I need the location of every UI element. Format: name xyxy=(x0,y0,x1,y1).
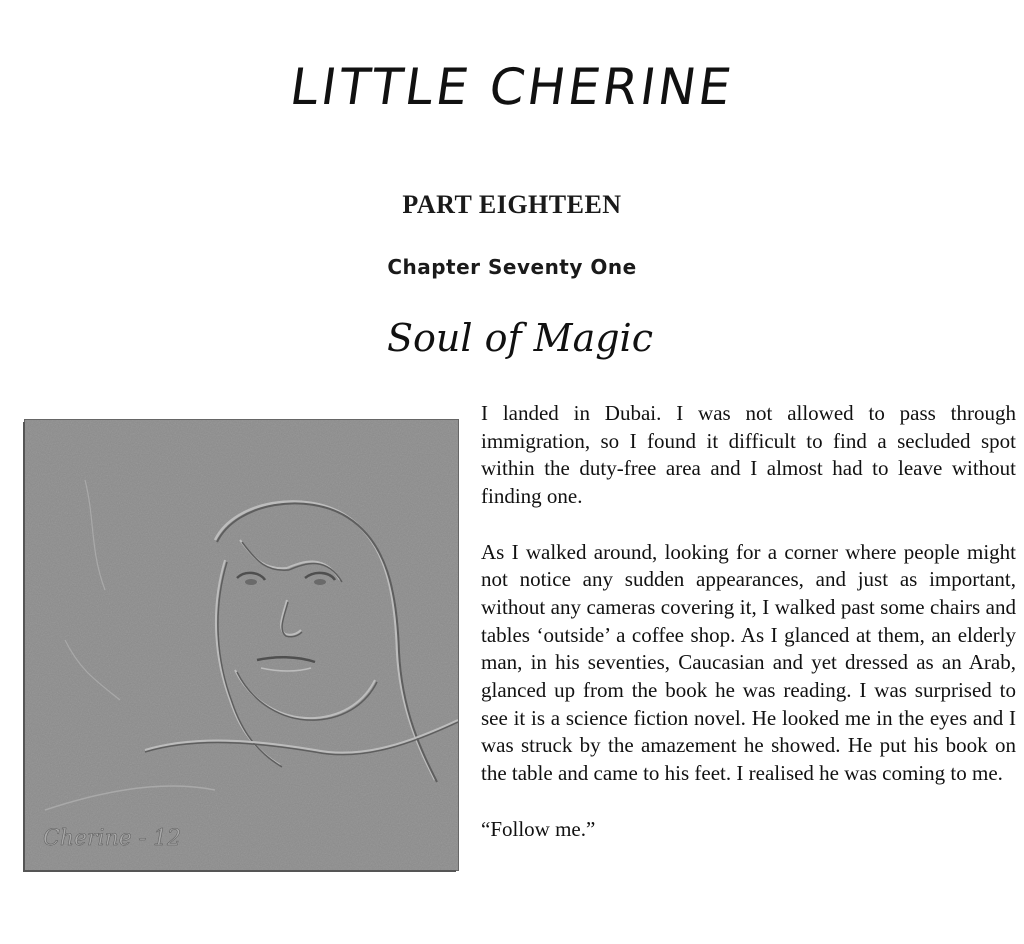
embossed-portrait-icon xyxy=(25,420,458,870)
part-heading: PART EIGHTEEN xyxy=(402,190,622,219)
chapter-title: Soul of Magic xyxy=(387,316,653,360)
chapter-heading: Chapter Seventy One xyxy=(387,255,637,279)
portrait-illustration xyxy=(25,420,458,870)
book-title: LITTLE CHERINE xyxy=(286,58,738,116)
body-text xyxy=(481,400,1016,871)
paragraph: “Follow me.” xyxy=(481,816,596,841)
paragraph: As I walked around, looking for a corner where people might not notice any sudden appearances, and just as important, without any cameras covering it, I walked past some chairs and tables ‘outside’ a coffee shop. As I glanced at them, an elderly man, in his seventies, Caucasian and yet dressed as an Arab, glanced up from the book he was reading. I was surprised to see it is a science fiction novel. He looked me in the eyes and I was struck by the amazement he showed. He put his book on the table and came to his feet. I realised he was coming to me. xyxy=(481,539,1016,786)
artist-signature: Cherine - 12 xyxy=(43,826,182,851)
paragraph: I landed in Dubai. I was not allowed to pass through immigration, so I found it difficult to find a secluded spot within the duty-free area and I almost had to leave without finding one. xyxy=(481,401,1016,509)
